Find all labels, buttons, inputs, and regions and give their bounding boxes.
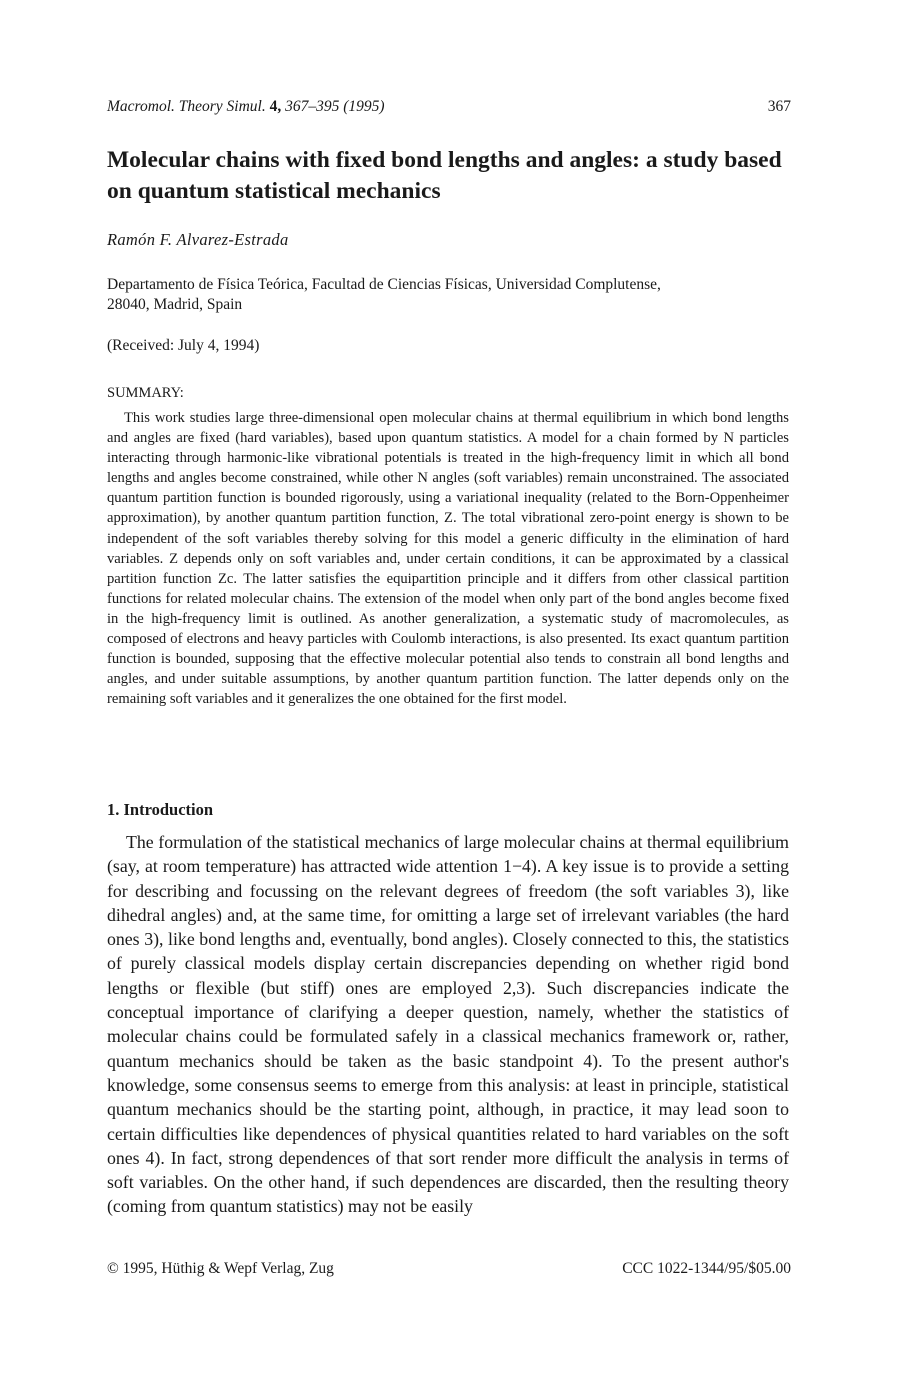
journal-name: Macromol. Theory Simul.: [107, 98, 266, 115]
ccc-code: CCC 1022-1344/95/$05.00: [622, 1260, 791, 1277]
journal-volume: 4,: [269, 98, 282, 115]
section-heading: 1. Introduction: [107, 800, 214, 819]
affiliation: [107, 275, 767, 315]
page-number: 367: [767, 98, 791, 115]
paper-title: Molecular chains with fixed bond lengths and angles: a study based on quantum statistical mechanics: [107, 147, 782, 204]
summary-abstract: This work studies large three-dimensional open molecular chains at thermal equilibrium in which bond lengths and angles are fixed (hard variables), based upon quantum statistics. A model for a chain formed by N particles interacting through harmonic-like vibrational potentials is treated in the high-frequency limit in which all bond lengths and angles become constrained, while other N angles (soft variables) remain unconstrained. The associated quantum partition function is bounded rigorously, using a variational inequality (related to the Born-Oppenheimer approximation), by another quantum partition function, Z. The total vibrational zero-point energy is shown to be independent of the soft variables thereby solving for this model a generic difficulty in the elimination of hard variables. Z depends only on soft variables and, under certain conditions, it can be approximated by a classical partition function Zc. The latter satisfies the equipartition principle and it differs from other classical partition functions for related molecular chains. The extension of the model when only part of the bond angles become fixed in the high-frequency limit is outlined. As another generalization, a systematic study of macromolecules, as composed of electrons and heavy particles with Coulomb interactions, is also presented. Its exact quantum partition function is bounded, supposing that the effective molecular potential also tends to constrain all bond lengths and angles, and under suitable assumptions, by another quantum partition function. The latter depends only on the remaining soft variables and it generalizes the one obtained for the first model.: [107, 410, 789, 708]
page-footer: [107, 1260, 791, 1278]
journal-pages-year: 367–395 (1995): [285, 98, 385, 115]
affiliation-line-2: 28040, Madrid, Spain: [107, 296, 243, 313]
running-head: [107, 97, 791, 117]
received-date: (Received: July 4, 1994): [107, 337, 260, 354]
affiliation-line-1: Departamento de Física Teórica, Facultad de Ciencias Físicas, Universidad Complutense,: [107, 276, 661, 293]
copyright-notice: © 1995, Hüthig & Wepf Verlag, Zug: [107, 1260, 334, 1277]
author-name: Ramón F. Alvarez-Estrada: [107, 230, 289, 249]
introduction-paragraph: The formulation of the statistical mechanics of large molecular chains at thermal equilibrium (say, at room temperature) has attracted wide attention 1−4). A key issue is to provide a setting for describing and focussing on the relevant degrees of freedom (the soft variables 3), like dihedral angles) and, at the same time, for omitting a large set of irrelevant variables (the hard ones 3), like bond lengths and, eventually, bond angles). Closely connected to this, the statistics of purely classical models display certain discrepancies depending on whether rigid bond lengths or flexible (but stiff) ones are employed 2,3). Such discrepancies indicate the conceptual importance of clarifying a deeper question, namely, whether the statistics of molecular chains could be formulated safely in a classical mechanics framework or, rather, quantum mechanics should be taken as the basic standpoint 4). To the present author's knowledge, some consensus seems to emerge from this analysis: at least in principle, statistical quantum mechanics should be the starting point, although, in practice, it may lead soon to certain difficulties like dependences of physical quantities related to hard variables on the soft ones 4). In fact, strong dependences of that sort render more difficult the analysis in terms of soft variables. On the other hand, if such dependences are discarded, then the resulting theory (coming from quantum statistics) may not be easily: [107, 832, 789, 1217]
journal-citation: [107, 98, 385, 115]
summary-label: SUMMARY:: [107, 385, 184, 401]
